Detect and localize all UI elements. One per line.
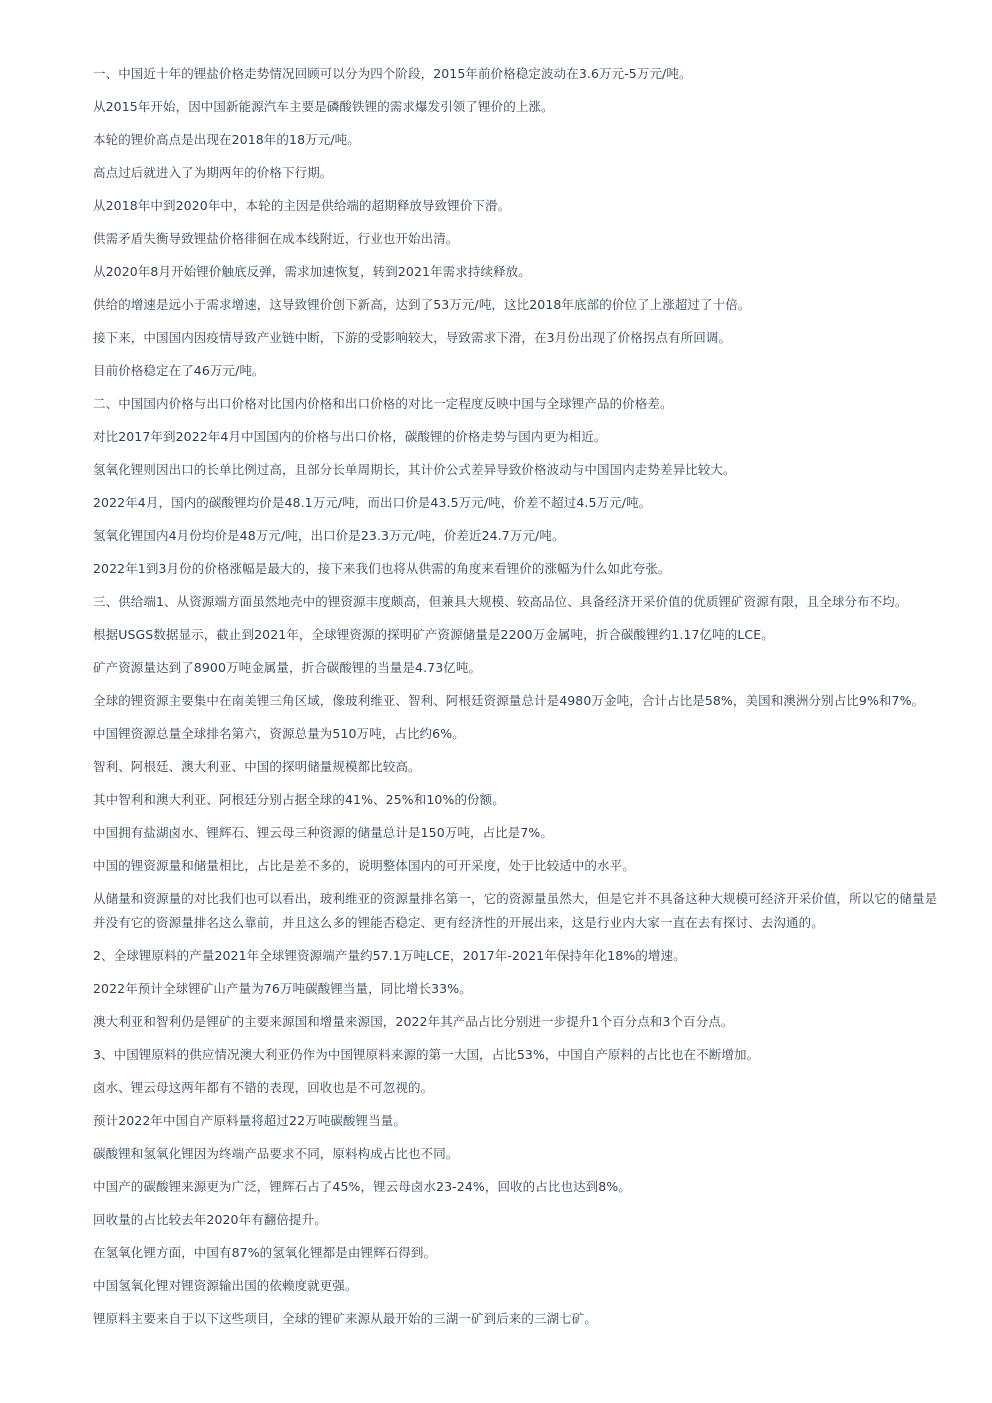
paragraph-11: 二、中国国内价格与出口价格对比国内价格和出口价格的对比一定程度反映中国与全球锂产品的价格差。 — [93, 396, 673, 411]
paragraph-12: 对比2017年到2022年4月中国国内的价格与出口价格，碳酸锂的价格走势与国内更为相近。 — [93, 429, 607, 444]
paragraph-20: 全球的锂资源主要集中在南美锂三角区域，像玻利维亚、智利、阿根廷资源量总计是4980万金吨，合计占比是58%，美国和澳洲分别占比9%和7%。 — [93, 693, 925, 708]
paragraph-5: 从2018年中到2020年中，本轮的主因是供给端的超期释放导致锂价下滑。 — [93, 198, 511, 213]
paragraph-13: 氢氧化锂则因出口的长单比例过高，且部分长单周期长，其计价公式差异导致价格波动与中国国内走势差异比较大。 — [93, 462, 736, 477]
paragraph-14: 2022年4月，国内的碳酸锂均价是48.1万元/吨，而出口价是43.5万元/吨，价差不超过4.5万元/吨。 — [93, 495, 652, 510]
paragraph-37: 中国氢氧化锂对锂资源输出国的依赖度就更强。 — [93, 1278, 358, 1293]
paragraph-30: 3、中国锂原料的供应情况澳大利亚仍作为中国锂原料来源的第一大国，占比53%，中国自产原料的占比也在不断增加。 — [93, 1047, 760, 1062]
paragraph-25: 中国的锂资源量和储量相比，占比是差不多的，说明整体国内的可开采度，处于比较适中的水平。 — [93, 858, 635, 873]
paragraph-33: 碳酸锂和氢氧化锂因为终端产品要求不同，原料构成占比也不同。 — [93, 1146, 459, 1161]
paragraph-31: 卤水、锂云母这两年都有不错的表现，回收也是不可忽视的。 — [93, 1080, 434, 1095]
paragraph-4: 高点过后就进入了为期两年的价格下行期。 — [93, 165, 333, 180]
paragraph-1: 一、中国近十年的锂盐价格走势情况回顾可以分为四个阶段，2015年前价格稳定波动在3.6万元-5万元/吨。 — [93, 66, 692, 81]
paragraph-26: 从储量和资源量的对比我们也可以看出，玻利维亚的资源量排名第一，它的资源量虽然大，但是它并不具备这种大规模可经济开采价值，所以它的储量是并没有它的资源量排名这么靠前，并且这么多的锂能否稳定、更有经济性的开展出来，这是行业内大家一直在去有探讨、去沟通的。 — [93, 891, 938, 930]
paragraph-3: 本轮的锂价高点是出现在2018年的18万元/吨。 — [93, 132, 360, 147]
document-body — [93, 62, 945, 1340]
paragraph-35: 回收量的占比较去年2020年有翻倍提升。 — [93, 1212, 327, 1227]
paragraph-23: 其中智利和澳大利亚、阿根廷分别占据全球的41%、25%和10%的份额。 — [93, 792, 505, 807]
paragraph-10: 目前价格稳定在了46万元/吨。 — [93, 363, 265, 378]
paragraph-29: 澳大利亚和智利仍是锂矿的主要来源国和增量来源国，2022年其产品占比分别进一步提升1个百分点和3个百分点。 — [93, 1014, 734, 1029]
paragraph-28: 2022年预计全球锂矿山产量为76万吨碳酸锂当量，同比增长33%。 — [93, 981, 472, 996]
paragraph-2: 从2015年开始，因中国新能源汽车主要是磷酸铁锂的需求爆发引领了锂价的上涨。 — [93, 99, 554, 114]
paragraph-38: 锂原料主要来自于以下这些项目，全球的锂矿来源从最开始的三湖一矿到后来的三湖七矿。 — [93, 1311, 598, 1326]
paragraph-27: 2、全球锂原料的产量2021年全球锂资源端产量约57.1万吨LCE，2017年-2021年保持年化18%的增速。 — [93, 948, 686, 963]
paragraph-22: 智利、阿根廷、澳大利亚、中国的探明储量规模都比较高。 — [93, 759, 421, 774]
paragraph-34: 中国产的碳酸锂来源更为广泛，锂辉石占了45%，锂云母卤水23-24%，回收的占比也达到8%。 — [93, 1179, 631, 1194]
paragraph-8: 供给的增速是远小于需求增速，这导致锂价创下新高，达到了53万元/吨，这比2018年底部的价位了上涨超过了十倍。 — [93, 297, 751, 312]
paragraph-9: 接下来，中国国内因疫情导致产业链中断，下游的受影响较大，导致需求下滑，在3月份出现了价格拐点有所回调。 — [93, 330, 732, 345]
paragraph-24: 中国拥有盐湖卤水、锂辉石、锂云母三种资源的储量总计是150万吨，占比是7%。 — [93, 825, 553, 840]
paragraph-16: 2022年1到3月份的价格涨幅是最大的，接下来我们也将从供需的角度来看锂价的涨幅为什么如此夸张。 — [93, 561, 671, 576]
paragraph-21: 中国锂资源总量全球排名第六，资源总量为510万吨，占比约6%。 — [93, 726, 465, 741]
paragraph-6: 供需矛盾失衡导致锂盐价格徘徊在成本线附近，行业也开始出清。 — [93, 231, 459, 246]
paragraph-36: 在氢氧化锂方面，中国有87%的氢氧化锂都是由锂辉石得到。 — [93, 1245, 437, 1260]
paragraph-32: 预计2022年中国自产原料量将超过22万吨碳酸锂当量。 — [93, 1113, 406, 1128]
paragraph-7: 从2020年8月开始锂价触底反弹，需求加速恢复，转到2021年需求持续释放。 — [93, 264, 531, 279]
paragraph-17: 三、供给端1、从资源端方面虽然地壳中的锂资源丰度颇高，但兼具大规模、较高品位、具备经济开采价值的优质锂矿资源有限，且全球分布不均。 — [93, 594, 908, 609]
paragraph-15: 氢氧化锂国内4月份均价是48万元/吨，出口价是23.3万元/吨，价差近24.7万元/吨。 — [93, 528, 565, 543]
paragraph-18: 根据USGS数据显示，截止到2021年，全球锂资源的探明矿产资源储量是2200万金属吨，折合碳酸锂约1.17亿吨的LCE。 — [93, 627, 774, 642]
paragraph-19: 矿产资源量达到了8900万吨金属量，折合碳酸锂的当量是4.73亿吨。 — [93, 660, 482, 675]
